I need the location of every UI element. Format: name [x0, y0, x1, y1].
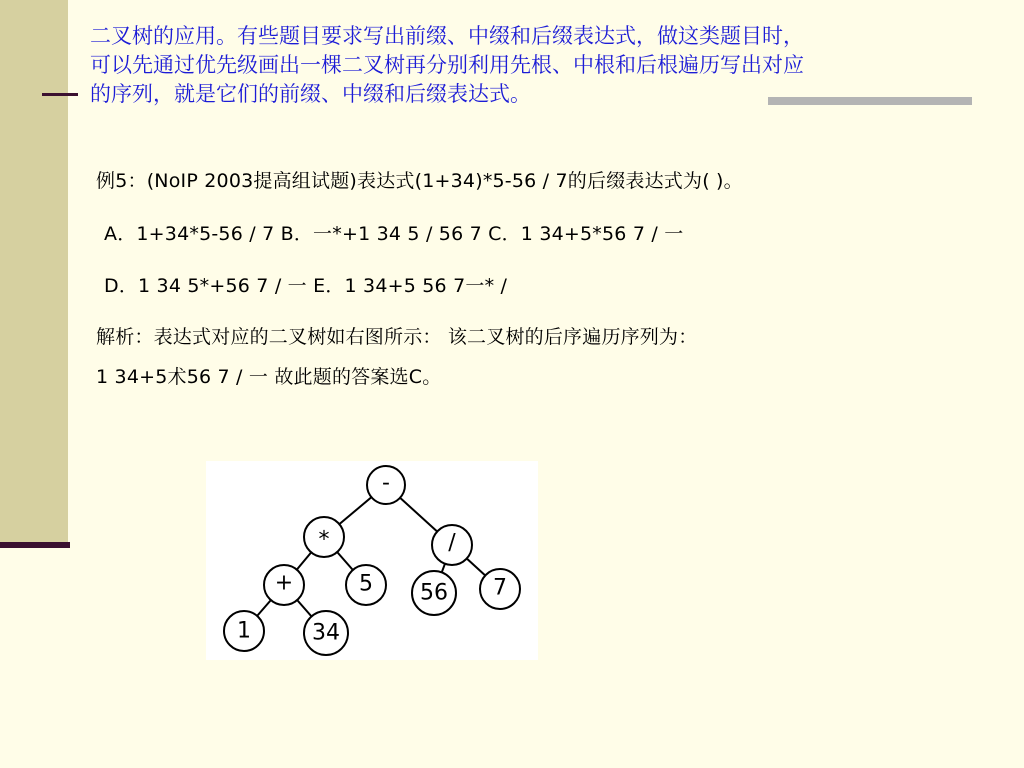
analysis-line-2: 1 34+5术56 7 / 一 故此题的答案选C。	[96, 366, 442, 388]
tree-node-34	[304, 611, 348, 655]
tree-node-5-label: 5	[359, 571, 373, 597]
left-decorative-bar	[0, 0, 68, 546]
title-line-1: 二叉树的应用。有些题目要求写出前缀、中缀和后缀表达式，做这类题目时，	[90, 24, 804, 48]
tree-node-56	[412, 571, 456, 615]
tree-node-root-label: -	[382, 470, 390, 496]
tree-node-7-label: 7	[493, 575, 507, 601]
title-line-3: 的序列，就是它们的前缀、中缀和后缀表达式。	[90, 82, 531, 106]
tree-node-div-label: /	[448, 530, 456, 556]
left-decorative-dash	[42, 93, 78, 96]
slide-title	[90, 22, 970, 109]
options-line-1: A．1+34*5-56 / 7 B．一*+1 34 5 / 56 7 C．1 34+5*56 7 / 一	[104, 223, 684, 245]
tree-node-34-label: 34	[312, 620, 340, 646]
tree-node-mul-label: *	[318, 527, 330, 553]
tree-node-plus	[264, 565, 304, 605]
tree-node-root	[367, 466, 405, 504]
tree-node-56-label: 56	[420, 580, 448, 606]
tree-node-div	[432, 525, 472, 565]
title-line-2: 可以先通过优先级画出一棵二叉树再分别利用先根、中根和后根遍历写出对应	[90, 53, 804, 77]
tree-node-7	[480, 569, 520, 609]
options-line-2: D．1 34 5*+56 7 / 一 E．1 34+5 56 7一* /	[104, 275, 508, 297]
tree-node-mul	[304, 517, 344, 557]
left-decorative-rule	[0, 542, 70, 548]
tree-node-1-label: 1	[237, 618, 251, 644]
binary-tree-figure	[206, 461, 538, 660]
tree-node-1	[224, 611, 264, 651]
tree-node-plus-label: +	[274, 570, 294, 596]
question-text: 例5：(NoIP 2003提高组试题)表达式(1+34)*5-56 / 7的后缀表达式为( )。	[96, 170, 743, 192]
tree-node-5	[346, 565, 386, 605]
analysis-line-1: 解析：表达式对应的二叉树如右图所示： 该二叉树的后序遍历序列为：	[96, 326, 698, 348]
